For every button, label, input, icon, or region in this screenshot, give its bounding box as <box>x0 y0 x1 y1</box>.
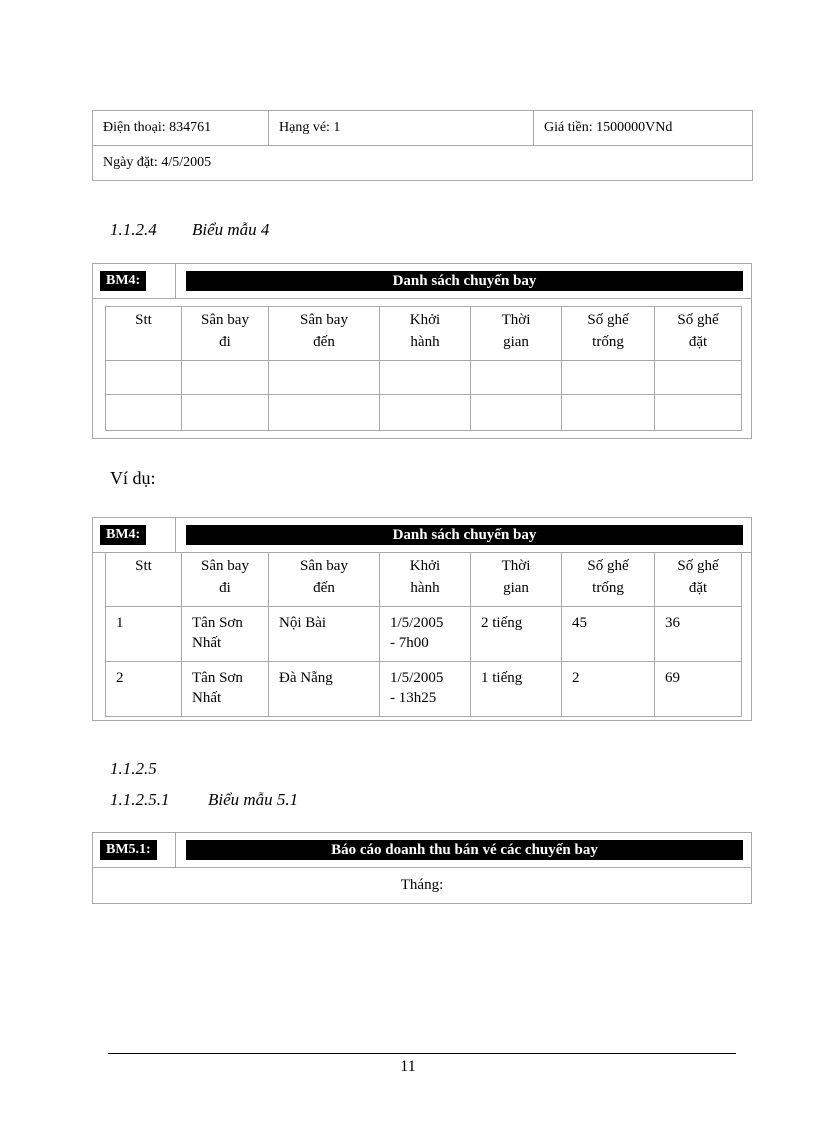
table-row <box>106 361 742 395</box>
form-bm4-example <box>92 517 752 721</box>
form-code: BM4: <box>100 525 146 545</box>
booking-date-cell: Ngày đặt: 4/5/2005 <box>93 146 753 181</box>
col-duration: Thời gian <box>471 307 562 361</box>
ticket-info-table <box>92 110 753 181</box>
form-code: BM4: <box>100 271 146 291</box>
col-departure: Khởi hành <box>380 307 471 361</box>
col-arrival-airport: Sân bay đến <box>269 307 380 361</box>
form-bm5-1 <box>92 832 752 904</box>
cell-booked: 69 <box>655 662 742 717</box>
col-departure-airport: Sân bay đi <box>182 307 269 361</box>
section-number: 1.1.2.4 <box>110 220 157 239</box>
section-heading-5 <box>110 759 157 779</box>
col-arrival-airport: Sân bay đến <box>269 553 380 607</box>
flight-list-table <box>105 306 742 431</box>
footer-divider <box>108 1053 736 1054</box>
table-row <box>106 395 742 431</box>
form-header <box>93 833 751 868</box>
form-code: BM5.1: <box>100 840 157 860</box>
section-heading-5-1 <box>110 790 298 810</box>
cell-empty: 2 <box>562 662 655 717</box>
section-title: Biểu mẫu 4 <box>192 220 270 239</box>
col-departure: Khởi hành <box>380 553 471 607</box>
example-label: Ví dụ: <box>110 468 156 488</box>
form-title: Danh sách chuyến bay <box>186 525 743 545</box>
section-number: 1.1.2.5 <box>110 759 157 778</box>
table-row <box>106 607 742 662</box>
cell-duration: 2 tiếng <box>471 607 562 662</box>
cell-from: Tân Sơn Nhất <box>182 607 269 662</box>
cell-booked: 36 <box>655 607 742 662</box>
table-row <box>106 662 742 717</box>
form-bm4 <box>92 263 752 439</box>
cell-stt: 2 <box>106 662 182 717</box>
phone-cell: Điện thoại: 834761 <box>93 111 269 146</box>
cell-depart: 1/5/2005 - 13h25 <box>380 662 471 717</box>
cell-from: Tân Sơn Nhất <box>182 662 269 717</box>
form-header <box>93 518 751 553</box>
section-heading-4 <box>110 220 269 240</box>
page-number: 11 <box>400 1058 416 1075</box>
col-empty-seats: Số ghế trống <box>562 307 655 361</box>
table-header-row <box>106 307 742 361</box>
cell-to: Đà Nẵng <box>269 662 380 717</box>
section-number: 1.1.2.5.1 <box>110 790 170 809</box>
col-booked-seats: Số ghế đặt <box>655 307 742 361</box>
col-stt: Stt <box>106 307 182 361</box>
col-stt: Stt <box>106 553 182 607</box>
section-title: Biểu mẫu 5.1 <box>208 790 299 809</box>
price-cell: Giá tiền: 1500000VNd <box>534 111 753 146</box>
month-label: Tháng: <box>400 877 444 893</box>
flight-example-table <box>105 552 742 717</box>
table-header-row <box>106 553 742 607</box>
form-title: Danh sách chuyến bay <box>186 271 743 291</box>
cell-duration: 1 tiếng <box>471 662 562 717</box>
ticket-class-cell: Hạng vé: 1 <box>269 111 534 146</box>
cell-depart: 1/5/2005 - 7h00 <box>380 607 471 662</box>
col-booked-seats: Số ghế đặt <box>655 553 742 607</box>
form-header <box>93 264 751 299</box>
cell-empty: 45 <box>562 607 655 662</box>
col-duration: Thời gian <box>471 553 562 607</box>
cell-stt: 1 <box>106 607 182 662</box>
cell-to: Nội Bài <box>269 607 380 662</box>
col-departure-airport: Sân bay đi <box>182 553 269 607</box>
form-title: Báo cáo doanh thu bán vé các chuyến bay <box>186 840 743 860</box>
col-empty-seats: Số ghế trống <box>562 553 655 607</box>
